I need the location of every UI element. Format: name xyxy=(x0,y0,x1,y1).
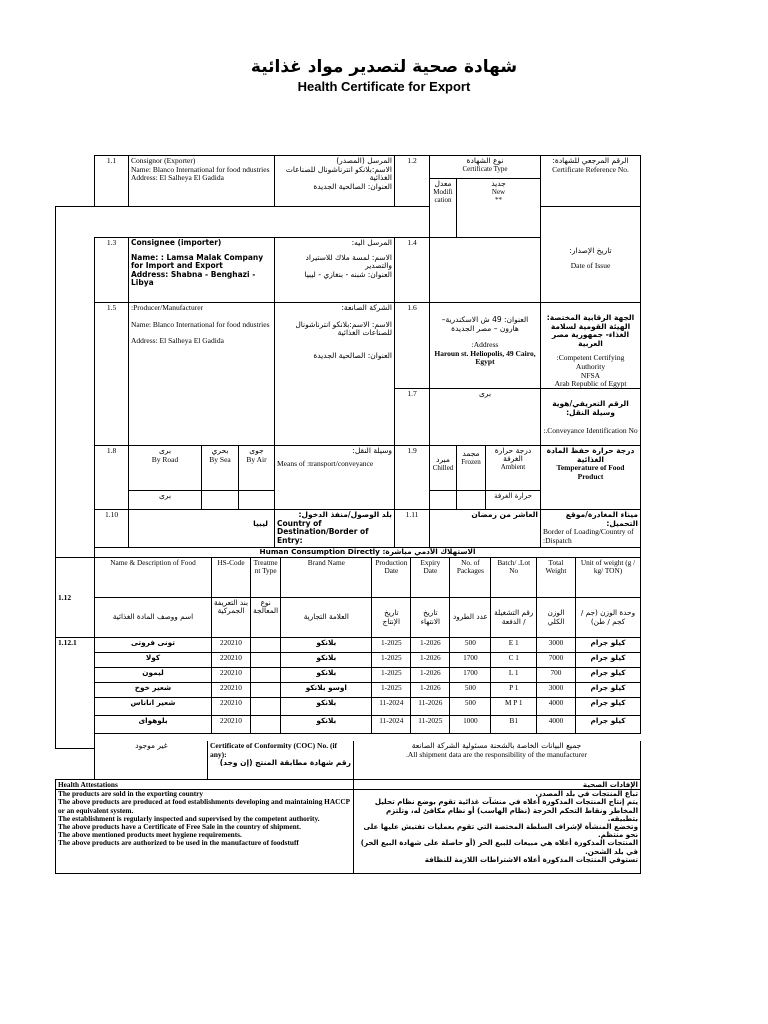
ambient-option xyxy=(485,445,541,491)
cell-name: بلوهواى xyxy=(95,716,212,734)
section-number-1-5: 1.5 xyxy=(94,302,129,446)
cell-unit: كيلو جرام xyxy=(575,653,640,668)
cell-name: شعير خوخ xyxy=(95,683,212,698)
header-brand-en: Brand Name xyxy=(281,558,372,598)
header-treatment-ar: نوع المعالجة xyxy=(251,598,281,638)
authority-address-ar: العنوان: 49 ش الاسكندرية– هارون – مصر الجديدة xyxy=(441,315,529,333)
means-of-transport-ar: وسيلة النقل: xyxy=(352,446,392,455)
cell-treat xyxy=(251,638,281,653)
cell-unit: كيلو جرام xyxy=(575,683,640,698)
producer-name: Name: Blanco International for food ndustries xyxy=(131,319,270,329)
new-ar: جديد xyxy=(491,179,506,188)
cell-weight: 700 xyxy=(536,668,575,683)
consignee-english xyxy=(128,237,275,303)
by-air-option xyxy=(238,445,275,491)
cell-brand: بلانكو xyxy=(281,638,372,653)
consignor-name: Name: Blanco International for food ndustries xyxy=(131,164,270,174)
competent-authority-country: Arab Republic of Egypt xyxy=(554,379,627,389)
responsibility-ar: جميع البيانات الخاصة بالشحنة مسئولية الشركة الصانعة xyxy=(411,741,582,750)
cell-prod: 1-2025 xyxy=(372,653,411,668)
producer-arabic xyxy=(274,302,395,446)
frozen-option xyxy=(456,445,486,491)
table-row xyxy=(95,698,641,716)
row-number-1-12-1: 1.12.1 xyxy=(55,637,95,749)
by-road-option xyxy=(128,445,202,491)
consignor-english xyxy=(128,155,275,207)
attestation-ar-4: المنتجات المذكورة أعلاه هي مبيعات للبيع الحر (أو حاصلة على شهادة البيع الحر) في بلد الشحن. xyxy=(360,838,638,856)
attestation-en-4: The above products have a Certificate of Free Sale in the country of shipment. xyxy=(58,822,301,832)
attestation-en-3: The establishment is regularly inspected and supervised by the competent authority. xyxy=(58,813,320,823)
issue-date-en: Date of Issue xyxy=(570,260,611,270)
consignor-label: Consignor (Exporter) xyxy=(131,156,196,165)
cell-exp: 1-2026 xyxy=(411,668,450,683)
frozen-ar: مجمد xyxy=(462,449,480,458)
cell-batch: C 1 xyxy=(491,653,537,668)
consignor-address-ar: العنوان: الصالحية الجديدة xyxy=(313,181,392,191)
modification-en: Modification xyxy=(433,188,453,204)
authority-address xyxy=(429,302,541,389)
consignor-arabic xyxy=(274,155,395,207)
competent-authority xyxy=(540,302,641,389)
cell-exp: 1-2026 xyxy=(411,653,450,668)
header-brand-ar: العلامة التجارية xyxy=(281,598,372,638)
conveyance-id-en: :.Conveyance Identification No xyxy=(543,426,638,436)
consignee-name: Name: : Lamsa Malak Company for Import and Export xyxy=(131,252,264,271)
cell-hs: 220210 xyxy=(212,668,251,683)
cell-prod: 1-2025 xyxy=(372,668,411,683)
certificate-type-ar: نوع الشهادة xyxy=(466,156,504,165)
header-unit-ar: وحدة الوزن (جم / كجم / طن) xyxy=(575,598,640,638)
table-header-english xyxy=(95,558,641,598)
section-number-1-6: 1.6 xyxy=(394,302,430,389)
by-air-ar: جوى xyxy=(249,446,264,455)
frozen-en: Frozen xyxy=(461,458,481,466)
section-number-1-12: 1.12 xyxy=(55,557,95,638)
header-batch-en: Batch/ .Lot No xyxy=(491,558,537,598)
ambient-en: Ambient xyxy=(500,463,526,471)
cell-brand: بلانكو xyxy=(281,653,372,668)
country-of-destination xyxy=(274,509,395,548)
consumption-line: Human Consumption Directly :الاستهلاك الآدمي مباشرة xyxy=(94,547,641,558)
header-hs-ar: بند التعريفة الجمركية xyxy=(212,598,251,638)
competent-authority-label: :Competent Certifying Authority xyxy=(556,353,625,371)
cell-unit: كيلو جرام xyxy=(575,638,640,653)
conveyance-id xyxy=(540,388,641,446)
table-row xyxy=(95,668,641,683)
by-sea-en: By Sea xyxy=(209,454,231,464)
section-number-1-9: 1.9 xyxy=(394,445,430,510)
destination-en: Country of Destination/Border of Entry: xyxy=(277,518,369,545)
consignee-label-ar: المرسل اليه: xyxy=(351,238,392,247)
attestation-ar-1: تباع المنتجات في بلد المصدر. xyxy=(353,789,640,798)
cell-batch: L 1 xyxy=(491,668,537,683)
temperature-ar: درجة حرارة حفظ المادة الغذائية xyxy=(546,446,635,464)
header-weight-ar: الوزن الكلي xyxy=(536,598,575,638)
cell-name: تونى فروتى xyxy=(95,638,212,653)
transport-selected: برى xyxy=(128,490,202,510)
border-of-loading xyxy=(540,509,641,548)
cell-treat xyxy=(251,668,281,683)
cell-weight: 4000 xyxy=(536,716,575,734)
cell-hs: 220210 xyxy=(212,698,251,716)
coc-value: غير موجود xyxy=(94,741,208,780)
header-packages-en: No. of Packages xyxy=(450,558,491,598)
cell-weight: 3000 xyxy=(536,683,575,698)
attestation-ar-5: تستوفي المنتجات المذكورة أعلاه الاشتراطات اللازمة للنظافة xyxy=(424,854,638,864)
health-attestations-english xyxy=(55,779,354,874)
header-production-ar: تاريخ الإنتاج xyxy=(372,598,411,638)
new-option xyxy=(456,178,541,238)
table-row xyxy=(95,638,641,653)
cell-hs: 220210 xyxy=(212,638,251,653)
consignee-name-ar: الاسم: لمسة ملاك للاستيراد والتصدير xyxy=(305,252,392,271)
cell-pkgs: 500 xyxy=(450,683,491,698)
title-arabic: شهادة صحية لتصدير مواد غذائية xyxy=(250,57,518,77)
chilled-selected-cell xyxy=(429,490,457,510)
conveyance-id-ar: الرقم التعريفي/هوية وسيلة النقل: xyxy=(552,399,629,417)
new-en: New xyxy=(491,188,506,196)
cell-exp: 11-2025 xyxy=(411,716,450,734)
header-expiry-ar: تاريخ الانتهاء xyxy=(411,598,450,638)
header-batch-ar: رقم التشغيلة / الدفعة xyxy=(491,598,537,638)
competent-authority-name: NFSA xyxy=(580,370,601,380)
cell-unit: كيلو جرام xyxy=(575,716,640,734)
coc-en: Certificate of Conformity (COC) No. (if any): xyxy=(210,741,338,759)
loading-en: Border of Loading/Country of :Dispatch xyxy=(543,527,634,545)
cell-pkgs: 1000 xyxy=(450,716,491,734)
authority-address-label: :Address xyxy=(471,340,499,350)
issue-date-ar: تاريخ الإصدار: xyxy=(569,246,612,255)
reference-en: Certificate Reference No. xyxy=(552,164,629,174)
cell-hs: 220210 xyxy=(212,716,251,734)
sea-selected-cell xyxy=(201,490,239,510)
header-weight-en: Total Weight xyxy=(536,558,575,598)
chilled-option xyxy=(429,445,457,491)
by-air-en: By Air xyxy=(246,454,267,464)
cell-brand: بلانكو xyxy=(281,698,372,716)
attestation-en-5: The above mentioned products meet hygiene requirements. xyxy=(58,830,242,840)
attestation-en-1: The products are sold in the exporting country xyxy=(56,789,353,798)
chilled-ar: مبرد xyxy=(436,455,450,464)
certificate-of-conformity xyxy=(207,741,354,780)
new-checkmark: ** xyxy=(495,196,502,204)
cell-hs: 220210 xyxy=(212,683,251,698)
table-row xyxy=(95,683,641,698)
cell-prod: 1-2025 xyxy=(372,638,411,653)
consignee-address-ar: العنوان: شبنه - بنغازي - ليبيا xyxy=(304,269,392,279)
attestation-en-6: The above products are authorized to be used in the manufacture of foodstuff xyxy=(58,838,299,848)
cell-unit: كيلو جرام xyxy=(575,698,640,716)
table-header-arabic xyxy=(95,598,641,638)
cell-name: ليمون xyxy=(95,668,212,683)
header-hs-en: HS-Code xyxy=(212,558,251,598)
header-packages-ar: عدد الطرود xyxy=(450,598,491,638)
consignor-name-ar: الاسم:بلانكو انترناشونال للصناعات الغذائية xyxy=(285,164,392,183)
means-of-transport-en: Means of :transport/conveyance xyxy=(277,458,374,468)
temperature-en: Temperature of Food Product xyxy=(556,463,625,481)
attestation-ar-3: وتخضع المنشأة لإشراف السلطة المختصة التي تقوم بعمليات تفتيش عليها على نحو منتظم. xyxy=(363,822,638,840)
cell-brand: بلانكو xyxy=(281,716,372,734)
section-number-1-11: 1.11 xyxy=(394,509,430,548)
certificate-reference xyxy=(540,155,641,207)
section-number-1-8: 1.8 xyxy=(94,445,129,510)
cell-prod: 11-2024 xyxy=(372,716,411,734)
by-road-en: By Road xyxy=(151,454,179,464)
attestations-title-ar: الإفادات الصحية xyxy=(582,780,638,789)
producer-address-ar: العنوان: الصالحية الجديدة xyxy=(313,350,392,360)
date-of-issue xyxy=(540,206,641,303)
cell-batch: E 1 xyxy=(491,638,537,653)
cell-prod: 1-2025 xyxy=(372,683,411,698)
left-margin-cell xyxy=(55,206,95,558)
destination-value: ليبيا xyxy=(128,509,275,548)
section-number-1-10: 1.10 xyxy=(94,509,129,548)
section-number-1-4: 1.4 xyxy=(394,237,430,303)
chilled-en: Chilled xyxy=(432,464,454,472)
consignor-address: Address: El Salheya El Gadida xyxy=(131,173,224,183)
temperature-selected: حرارة الغرفة xyxy=(485,490,541,510)
certificate-type xyxy=(429,155,541,179)
producer-english xyxy=(128,302,275,446)
conveyance-id-value: برى xyxy=(429,388,541,446)
frozen-selected-cell xyxy=(456,490,486,510)
cell-weight: 7000 xyxy=(536,653,575,668)
loading-value: العاشر من رمضان xyxy=(429,509,541,548)
health-attestations-arabic xyxy=(353,779,641,874)
shipment-responsibility xyxy=(353,741,641,780)
cell-pkgs: 500 xyxy=(450,638,491,653)
section-number-1-2: 1.2 xyxy=(394,155,430,207)
cell-weight: 3000 xyxy=(536,638,575,653)
issue-date-value xyxy=(429,237,541,303)
cell-exp: 1-2026 xyxy=(411,638,450,653)
by-road-ar: برى xyxy=(158,446,172,455)
producer-label-ar: الشركة الصانعة: xyxy=(341,303,392,312)
cell-pkgs: 1700 xyxy=(450,653,491,668)
goods-table xyxy=(94,557,641,734)
cell-pkgs: 500 xyxy=(450,698,491,716)
header-treatment-en: Treatment Type xyxy=(251,558,281,598)
reference-ar: الرقم المرجعي للشهادة: xyxy=(552,156,629,165)
cell-name: شعير اناناس xyxy=(95,698,212,716)
by-sea-ar: بحري xyxy=(211,446,229,455)
section-number-1-3: 1.3 xyxy=(94,237,129,303)
header-production-en: Production Date xyxy=(372,558,411,598)
means-of-transport xyxy=(274,445,395,510)
table-row xyxy=(95,653,641,668)
header-name-ar: اسم ووصف المادة الغذائية xyxy=(95,598,212,638)
by-sea-option xyxy=(201,445,239,491)
cell-name: كولا xyxy=(95,653,212,668)
cell-unit: كيلو جرام xyxy=(575,668,640,683)
cell-brand: اوسو بلانكو xyxy=(281,683,372,698)
cell-treat xyxy=(251,698,281,716)
cell-prod: 11-2024 xyxy=(372,698,411,716)
attestation-ar-2: يتم إنتاج المنتجات المذكورة أعلاه في منشآت غذائية تقوم بوضع نظام تحليل المخاطر ونقاط التحكم الحرجة (نظام الهاسب) أو نظام مكافئ له، وتلتزم بتطبيقه. xyxy=(374,797,638,823)
attestations-title-en: Health Attestations xyxy=(58,780,118,789)
cell-treat xyxy=(251,716,281,734)
attestation-en-2: The above products are produced at food establishments developing and maintaining HACCP or an equivalent system. xyxy=(58,797,350,815)
authority-address-en: Haroun st. Heliopolis, 49 Cairo, Egypt xyxy=(434,348,536,367)
consignee-address: Address: Shabna - Benghazi - Libya xyxy=(131,269,256,288)
certificate-type-en: Certificate Type xyxy=(462,165,508,173)
cell-treat xyxy=(251,653,281,668)
loading-ar: ميناء المغادرة/موقع التحميل: xyxy=(565,510,638,528)
section-number-1-7: 1.7 xyxy=(394,388,430,446)
coc-ar: رقم شهادة مطابقة المنتج (إن وجد) xyxy=(219,758,351,768)
producer-label: :Producer/Manufacturer xyxy=(131,303,204,312)
consignee-arabic xyxy=(274,237,395,303)
cell-exp: 11-2026 xyxy=(411,698,450,716)
cell-pkgs: 1700 xyxy=(450,668,491,683)
title-english: Health Certificate for Export xyxy=(297,79,471,94)
producer-address: Address: El Salheya El Gadida xyxy=(131,336,224,346)
consignee-label: Consignee (importer) xyxy=(131,238,222,247)
table-row xyxy=(95,716,641,734)
air-selected-cell xyxy=(238,490,275,510)
cell-treat xyxy=(251,683,281,698)
competent-authority-ar: الجهة الرقابية المختصة: الهيئة القومية لسلامة الغذاء- جمهورية مصر العربية xyxy=(546,313,635,348)
producer-name-ar: الاسم: الاسم:بلانكو انترناشونال للصناعات الغذائية xyxy=(295,319,392,338)
modification-ar: معدل xyxy=(434,179,452,188)
cell-batch: M P 1 xyxy=(491,698,537,716)
header-expiry-en: Expiry Date xyxy=(411,558,450,598)
destination-ar: بلد الوصول/منفذ الدخول: xyxy=(298,510,392,519)
responsibility-en: .All shipment data are the responsibility of the manufacturer xyxy=(406,749,587,759)
cell-batch: P 1 xyxy=(491,683,537,698)
cell-brand: بلانكو xyxy=(281,668,372,683)
ambient-ar: درجة حرارة الغرفة xyxy=(494,446,532,463)
modification-option xyxy=(429,178,457,238)
header-name-en: Name & Description of Food xyxy=(95,558,212,598)
section-number-1-1: 1.1 xyxy=(94,155,129,207)
temperature-of-food xyxy=(540,445,641,510)
cell-weight: 4000 xyxy=(536,698,575,716)
consignor-label-ar: المرسل (المصدر) xyxy=(336,156,392,165)
header-unit-en: Unit of weight (g / kg/ TON) xyxy=(575,558,640,598)
cell-hs: 220210 xyxy=(212,653,251,668)
cell-batch: B1 xyxy=(491,716,537,734)
cell-exp: 1-2026 xyxy=(411,683,450,698)
